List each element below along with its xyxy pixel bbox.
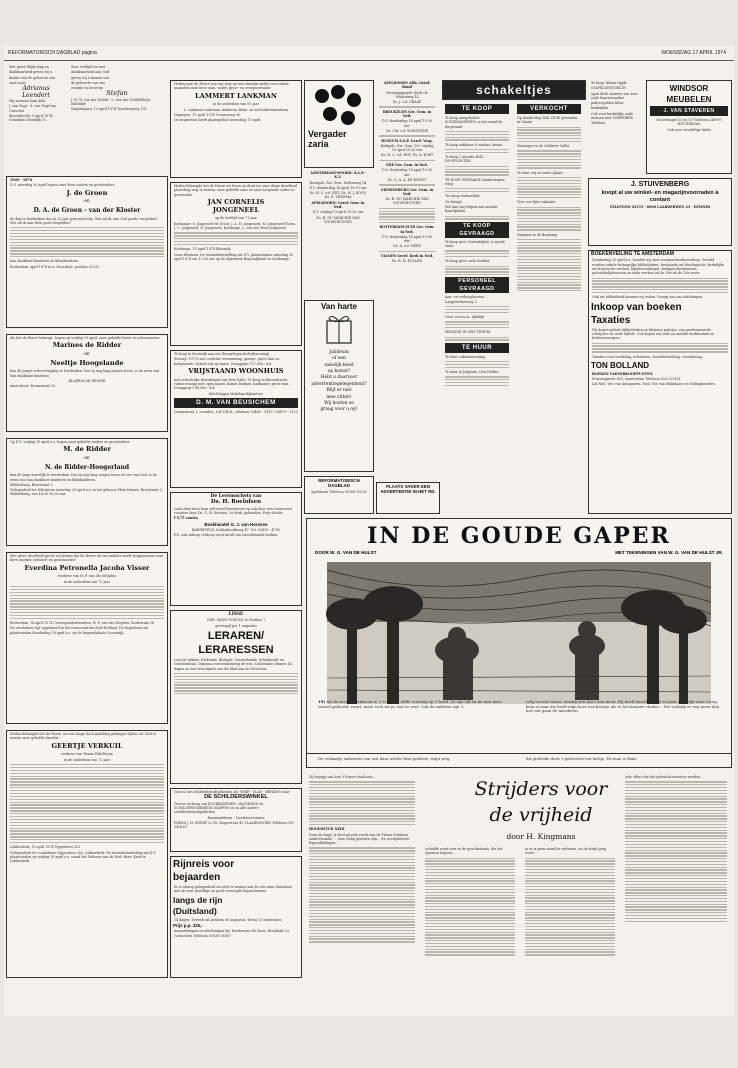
meeting-line: EDE Ger. Gem. in Ned. (386, 163, 428, 168)
ad-headline: (Duitsland) (173, 905, 217, 916)
ad-headline: VRIJSTAAND WOONHUIS (188, 366, 284, 375)
classified-item: Te huur vakantiewoning (445, 354, 486, 359)
story-illustration (307, 558, 731, 708)
caption-text: Als de zeeger verdween is, 't is zwart, doffe voetstap op 't boed. Ze zijn stil en de zien door wassel geboord, zwart, maar toch zie je, wat er was! Ook de anderen zijn 't... (318, 700, 502, 709)
notice-text: Rotterdam, april 1974 m.a. Noordzee, postbus 21032 (10, 264, 100, 269)
notice-name: Everdina Petronella Jacoba Visser (24, 563, 150, 572)
notice-text: Gelegenheid tot feliciteren zaterdag 20 april a.s. in het gebouw Eben Haezer, Breestraat 3, Middelburg, van 14.30-16.30 uur. (10, 488, 163, 497)
ad-brand: D. M. VAN BEUSICHEM (174, 398, 298, 408)
notice-text: Op D.V. vrijdag 19 april a.s. hopen onze geliefde ouders en grootouders (10, 440, 130, 444)
ad-text: Inlichtingen Makelaardijkantoor (208, 391, 264, 396)
ad-text: CHR. MAVO SCHOOL te Postbus 7 (206, 618, 266, 623)
ad-text: Taxaties voor verdeling, erfenissen, boedelscheiding, verzekering. (592, 354, 703, 359)
ad-text: Te koop in Kootwijk aan zee (bosgelegen bedrijfswoning) (174, 352, 270, 356)
ad-text: Wij kosten ze (324, 401, 354, 407)
notice-body-lines (10, 764, 164, 843)
paint-shop-ad (170, 788, 302, 852)
death-notice-verkuil (6, 730, 168, 978)
ad-text: Ook zeer voordelige tafels (667, 127, 711, 132)
serial-story-block (306, 518, 732, 768)
story-caption-right: volg en met zwaar, ernstig een door hem heen, Hij heeft baard; hij wil en gaat mogelijk weer terug, kom al naar die heeft mijn hoer een krutsje als ze het kunnen vinden... Die verhulp er nog meer dan het ooit gaan de moederen. (526, 700, 720, 714)
ad-brand: J. STUIVENBERG (630, 181, 690, 188)
notice-name: M. de Ridder (63, 445, 111, 454)
ad-text: Raamembleem - Voordeurreclame (207, 815, 265, 820)
notice-name: GEERTJE VERKUIL (51, 741, 123, 750)
notice-name: Leendert (22, 91, 50, 99)
ad-title: WINDSOR (669, 84, 709, 93)
ad-brand: REFORMATORISCH DAGBLAD (318, 478, 360, 489)
classified-item: Wie kan mij helpen aan antieke haardplaten (445, 204, 498, 214)
meeting-line: Ds. H. C. v.d. ENT, Ds. A. KORT (380, 153, 434, 158)
ad-text: P.S. ook onkoop verkoop en/of inruil van tweedehands boeken. (174, 533, 279, 538)
job-ad-leraren (170, 610, 302, 784)
notice-text: onze zoon (9, 80, 26, 85)
ad-text: Apeldoorn Telefoon 05760-15202 (311, 489, 367, 494)
van-harte-ad (304, 300, 374, 472)
notice-text: Koekange: S. Jongeneel-de Groot, J. A. H. Jongeneel, M. Jongeneel-Toom, J. C. Jongeneel, R. Jongeneel, Koekange, L. van der Veen-Jongeneel (174, 221, 296, 231)
notice-text: J. van Vugt - A. van Vugt-van Oorschot (9, 104, 57, 113)
meeting-line: Ds. J. v.d. GRAAF (392, 100, 422, 105)
notice-text: in de ouderdom van 81 jaar (212, 102, 260, 107)
page-header (4, 46, 734, 61)
notice-years: 1949 - 1974 (10, 178, 33, 182)
meeting-line: GIESSENBURG Ger. Gem. in Ned. (380, 187, 434, 196)
book-ad-roelofsen (170, 492, 302, 606)
meeting-line: Ds. Chr. v.d. WOESTIJNE (386, 128, 428, 133)
notice-text: hun 40-jarig huwelijk te herdenken. Dat zij nog lang mogen leven tot eer van God, is de wens van hun dankbare kinderen en kleinkinderen (10, 473, 157, 482)
ad-headline: LERAREN/ (207, 630, 265, 642)
serial-author: door H. Kingmans (506, 832, 576, 841)
story-caption-left (318, 700, 514, 709)
classified-section-header: TE HUUR (445, 343, 509, 353)
article-text: vele offers dat dat gebracht moesten worden... (625, 775, 704, 779)
meeting-line: Ds. B. DU MARCHIE VAN VOORTHUYSEN (316, 215, 360, 224)
article-column-1 (306, 774, 418, 1006)
ad-text: zoals deze door hem zelf werd beschreven en ook door een voorwoord voorzien door Ds. G. H. Kersten. 2e druk, gebonden. Prijs slechts (174, 506, 292, 516)
classified-item: STAPELGESTOELTE (591, 86, 626, 91)
classified-section-header: TE KOOP (445, 104, 509, 114)
article-column-2 (422, 846, 518, 1006)
notice-text: Middelburg, Breestraat 3 (10, 482, 53, 487)
notice-text: Gelegenheid tot condoleren Opperdoes 302, Lekkerkerk. De teraardebestelling zal D.V. plaatsvinden op vrijdag 19 april a.s. vanaf het Gebouw van de Ned. Herv. Kerk te Lekkerkerk. (10, 850, 157, 864)
meeting-line: APELDOORN Alth. Geref. Bond (383, 81, 431, 90)
notice-text: kennis van de geboorte van (9, 75, 56, 80)
ad-headline: LERARESSEN (198, 644, 274, 656)
notice-text: in de ouderdom van 72 jaar (63, 757, 111, 762)
meeting-line: Kerkgeb. Ger. Gem. D.V. vrijdag 19 april 19.30 uur (380, 143, 434, 153)
notice-text: hun dankbare kinderen en kleinkinderen (10, 259, 79, 264)
ad-title: De Levensschets van (210, 494, 262, 499)
meeting-line: D.V. donderdag 18 april 19.30 uur (381, 234, 433, 244)
meeting-line: Ds. B. DU MARCHIE VAN VOORTHUYSEN (385, 197, 429, 206)
classified-item: Ge brengt (445, 199, 462, 204)
classified-section-header: VERKOCHT (517, 104, 581, 114)
ad-title: Van harte (320, 302, 357, 311)
meeting-line: Ds. A. v.d. NEER (393, 244, 421, 249)
classified-item: Te huur vrij en vaste plaats (517, 170, 563, 175)
serial-article (306, 774, 730, 1006)
notice-text: BLAERIA DE RIDDER (68, 378, 106, 383)
death-notice-jongeneel (170, 182, 302, 346)
ad-brand: DE SCHILDERSWINKEL (204, 794, 268, 801)
notice-body-lines (10, 586, 164, 619)
article-text: ja er is geen moed te verliezen, en de strijd ging voort... (525, 847, 606, 856)
stuivenberg-ad (588, 178, 732, 246)
notice-name: LAMMERT LANKMAN (195, 91, 277, 100)
notice-text: D.V. zaterdag 20 april hopen onze lieve ouders en grootouders (10, 183, 115, 188)
refdag-address-box (304, 476, 374, 514)
death-notice-visser (6, 552, 168, 724)
boekenveiling-ad (588, 250, 732, 514)
ad-text: Voor al uw schilderbenodigdheden als: VERF - GLAS - BEHANG naar (174, 790, 290, 794)
meeting-line: D.V. vrijdag 19 april 19.30 uur (312, 210, 364, 215)
meeting-line: Ds. R. H. POLLEN (391, 259, 423, 264)
windsor-meubelen-ad (646, 80, 732, 174)
ad-headline: Inkoop van boeken (591, 301, 682, 313)
ad-text: BOEKEN VAKVERKOOPPUNTEN (592, 371, 653, 376)
notice-text: Heden nam de Heere van ons weg na een ernstige ziekte van enkele maanden onze lieve man, vader, groot- en overgrootvader (174, 82, 289, 91)
notice-text: en (84, 456, 90, 462)
notice-text: Amersfoort, Kromstraat 15 (10, 384, 56, 389)
ad-headline: koopt al uw winkel- en magazijnvoorraden à contant (601, 190, 719, 203)
notice-text: Heden behaagde het de Heere, na een lange doch geduldig gedragen lijden, tot Zich te nemen onze geliefde broeder (10, 732, 157, 741)
story-byline-left: DOOR W. G. VAN DE HULST (315, 550, 377, 555)
classified-section-header: TE KOOP GEVRAAGD (445, 222, 509, 238)
chapter-heading: HOOFDSTUK XXIII (309, 827, 345, 832)
ad-text: Donderdag 25 april a.s. houden wij onze voorjaarsboekenveiling. Geveild worden enkele belangrijke bibliotheken, bestaande uit theologische, kerkelijke en historische werken, bijbelvertalingen, kerkgeschiedenissen, geloofsbelijdenissen en oude werken uit de 16e tot de 18e eeuw. (592, 258, 725, 276)
gift-illustration (305, 313, 373, 349)
classified-item: Voor een fijne vakantie (517, 200, 556, 205)
notice-text: Met grote droefheid geven wij kennis dat de Heere uit ons midden heeft weggenomen onze lieve moeder, behuwd- en grootmoeder (10, 554, 164, 563)
serial-title: Strijders voor (474, 778, 608, 800)
meeting-line: Ds. H. C. v.d. ENT, Ds. H. J. KOOY, Ds. E. VENEMA (309, 191, 367, 200)
ad-text: graag voor u op! (320, 407, 358, 413)
ad-text: Jubileum (329, 349, 349, 355)
notice-text: Lekkerkerk, 13 april 1974 Opperdoes 302 (10, 845, 81, 850)
notice-text: en (84, 199, 90, 205)
ad-text: mee zitten! (326, 394, 352, 400)
ad-headline: bejaarden (173, 872, 221, 883)
notice-text: weduwe van H. P. van der Meijden (58, 574, 116, 579)
meeting-line: Ds. G. A. A. DE KNEGT (387, 177, 427, 182)
notice-text: en (84, 352, 90, 358)
vergaderzaria-header (304, 80, 374, 168)
notice-text: hun 40-jarige echtvereniging te herdenken. Dat zij nog lang mogen leven, is de wens van hun dankbare kinderen (10, 369, 160, 378)
classified-item: Aan- en verkoopbureau Langbroekerweg 3 (445, 295, 485, 304)
newspaper-page (4, 46, 734, 1016)
stacked-books-icon (305, 81, 373, 129)
ad-headline: Rijnreis voor (173, 859, 235, 870)
classified-item: Te koop zakkroos 8 wielers, keuze (445, 142, 503, 147)
notice-text: Barendrecht, 9 april 1974 Gebroken Meeldijk 11 (9, 113, 53, 123)
notice-text: Nijmegen, 13 april 1974 Vrannoweg 90 (174, 112, 241, 117)
notice-text: Met grote blijdschap en (9, 65, 49, 69)
ad-headline: Taxaties (591, 314, 631, 326)
section-title: schakeltjes (476, 83, 552, 97)
meeting-line: Kerkgeb. Ger. Gem. Molenweg 14 (309, 180, 367, 185)
ad-brand: Boekhandel G. J. van Horssen (204, 521, 268, 527)
notice-name: Stefan (106, 89, 128, 98)
ad-title: Ds. H. Roelofsen (210, 499, 262, 506)
ad-price: Prijs p.p. 325,- (173, 922, 203, 928)
ad-title: BOEKENVEILING TE AMSTERDAM (591, 251, 674, 257)
story-byline-right: MET TEKENINGEN VAN W. G. VAN DE HULST JR. (615, 550, 723, 555)
classified-item: TE KOOP GEVRAAGD kinderwagen, wieg (445, 177, 506, 186)
notice-text: De begrafenis heeft plaatsgehad woensdag 17 april. (174, 118, 262, 123)
ad-text: Er is alsnog gelegenheid om deel te nemen aan de reis naar Duitsland met de zeer gezellige en goed verzorgde bejaardenreis (174, 885, 292, 894)
real-estate-ad (170, 350, 302, 488)
notice-text: Rotterdam, 14 april 1974 Correspondentieadres: H. P. van der Meijden, Dorkstraat 26 (10, 621, 155, 626)
meeting-line: BREUKELEN Ger. Gem. in Ned. (382, 109, 432, 119)
notice-text: De overledene ligt opgebaard in het rouwcentrum Zuid-Holland. De begrafenis zal plaatsvinden donderdag 18 april a.s. op de begraafplaats Crooswijk. (10, 626, 149, 635)
caption-divider (307, 753, 731, 754)
ad-text: met schoolrijke fietsafstand van deze halte. Te koop in Barendrecht, ruime woning met open haard, kamer, keuken, badkamer, grote tuin. Vraagprijs f 98.000,- k.k. (174, 377, 290, 391)
anniversary-notice-groen (6, 176, 168, 328)
classified-item: Woningen in de Gelderse Vallei (517, 144, 570, 149)
classified-item: open dicht meneer van zeer oude kaarsenmaker (591, 91, 638, 100)
notice-text: op de leeftijd van 71 jaar (215, 216, 257, 221)
notice-text: Als het de Heere behaagt, hopen op vrijdag 19 april, onze geliefde broer en schoonzuster (10, 336, 160, 340)
meeting-list-right (376, 80, 438, 476)
ad-text: Prinsengracht 493, Amsterdam Telefoon 020-221921 (592, 377, 681, 382)
ad-text: Blijf er niet (326, 388, 352, 394)
notice-body-lines (10, 227, 164, 257)
ad-text: advertentiegelegenheid? (311, 381, 367, 387)
article-column-3 (522, 846, 618, 1006)
article-column-4 (622, 774, 730, 1006)
notice-name: D. A. de Groen - van der Kloster (33, 206, 141, 214)
article-text: Zij begrijp van hun 't Rovert stadionts... (309, 775, 376, 779)
notice-text: L. Lankman-Lakeman, kinderen, klein- en achterkleinkinderen (183, 107, 289, 112)
header-right: WOENSDAG 17 APRIL 1974 (661, 50, 726, 56)
meeting-line: VIANEN Geref. Kerk in Ned. (380, 254, 434, 259)
meeting-line: D.V. donderdag 18 april 19.30 uur (381, 168, 433, 177)
notice-name: J. de Groen (66, 188, 108, 197)
notice-text: Geen bloemen. De teraardebestelling zal D.V. plaatsvinden zaterdag 20 april 1974 om 13.00 uur op de Algemene Begraafplaats te Koekange. (174, 252, 294, 261)
notice-text: J. H. W. van der Schild - L. van der Schild-Kleijs - Mathilde (71, 97, 153, 107)
notice-text: dankbaarheid geven wij u (9, 70, 53, 75)
ad-text: Aanmeldingen en inlichtingen bij: Reisbureau De Roos, Houtkade 22, Gorinchem Telefoon 01830-28067 (174, 929, 291, 938)
meeting-line: BUSSUM S.G.P. Geref. Verg. (381, 138, 433, 143)
article-text: schuilde werd over in de geschiedenis, die het Spaanse legioen... (425, 847, 503, 856)
ad-text: zakelijk feest (324, 362, 354, 368)
church-meeting-list (304, 170, 372, 294)
classifieds-column-left (442, 102, 512, 512)
ad-text: FIRMA J. H. SNEEP & ZN. Hogestraat 43 VLAARDINGEN Telefoon 010-342628 (174, 820, 295, 830)
notice-text: in de ouderdom van 73 jaar (63, 579, 111, 584)
anniversary-notice-ridder (6, 334, 168, 432)
notice-body-lines (174, 232, 298, 245)
classified-item: kerktijden (591, 106, 609, 111)
section-title: Vergader (308, 129, 347, 139)
classified-item: Ter koop eerhoutkist (445, 194, 480, 199)
notice-text: Wageningen, 13 april 1974 Voorbergweg 101 (71, 107, 147, 112)
ad-text: gevraagd per 1 augustus (215, 623, 257, 628)
ad-text: op komst? (327, 369, 351, 375)
story-caption-bottom-right: En grolende dorn 't gebroeste-ten lachje. De man is thuis. (526, 757, 638, 761)
ad-text: Wij kopen gehele bibliotheken en kleinere partijen, van gereformeerde schrijvers en oude bijbels. Ook kopen wij oude en antieke kerkboeken en kerkvoorwerpen. (592, 327, 715, 341)
classified-item: Te koop: kleine tipple (591, 81, 627, 85)
caption-number: 19) (318, 700, 326, 704)
meeting-line: APELDOORN: Geref. Gem. in Ned. (311, 200, 365, 210)
meeting-line: D.V. donderdag 18 april 19.30 uur (381, 119, 433, 128)
story-bylines (307, 549, 731, 558)
birth-notice-stefan (68, 64, 166, 156)
classified-item: Ook voor kerkelijke oude mensen met SOEPEIERS (591, 111, 633, 121)
notice-name: Neeltje Hoogelande (50, 358, 124, 367)
schakeltjes-banner (442, 80, 586, 100)
ad-text: BARNEVELD, Kallenbroekweg 47. Tel. 03420 - 4795 (192, 528, 280, 533)
classified-item: pakvergulden kleur (591, 101, 624, 106)
article-text: Deze de hoge, je heel grootte reeds van de Prinse Soldaten ondersteunde, ... hun veilig gesloten zijn... De overgebleven legerafdelingen... (309, 832, 410, 846)
classified-item: Te koop gevr. Statenbijbel, in goede staat (445, 239, 505, 248)
notice-name: Marines de Ridder (52, 341, 122, 350)
ad-brand: LISSE (228, 612, 244, 617)
ad-text: PLAATS VAKER EEN ADVERTENTIE IN HET RD. (380, 484, 436, 495)
notice-text: de geboorte van ons (71, 80, 105, 85)
notice-text: zoontje en broertje (71, 86, 103, 91)
classified-item: Te koop gevr. oude boeken (445, 259, 490, 264)
notice-text: dankbaarheid aan God (71, 70, 109, 75)
notice-name: JONGENEEL (212, 205, 260, 214)
classified-item: Te koop 2 antieke Holl. DOOPVONTEN (445, 155, 484, 164)
notice-text: geven wij u kennis van (71, 75, 110, 80)
birth-notice-adrianus (6, 64, 66, 156)
notice-name: Adrianus (22, 85, 50, 93)
meeting-line: AMSTERDAM-NOORD: S.G.P.-K.V. (310, 171, 366, 180)
ad-headline: langs de rijn (173, 894, 223, 905)
meeting-line: ROTTERDAM-ZUID Ger. Gem. in Ned. (379, 225, 435, 234)
classifieds-column-right (514, 102, 584, 512)
rhine-trip-ad (170, 856, 302, 978)
notice-text: de dag te herdenken dat zij 25 jaar getrouwd zijn. Wat zal ik, aan God goede vergelden? Wie zal ik aan Hem goed vergelden? (10, 216, 158, 225)
meeting-line: Verenigingsgeb. Kerk vd. Veldenweg 14 (385, 90, 429, 99)
meeting-line: D.V. donderdag 18 april 19.30 uur (309, 185, 367, 190)
notice-name: N. de Ridder-Hoogerland (44, 463, 130, 471)
notice-text: Zeer verblijd en met (71, 65, 106, 69)
serial-title: de vrijheid (489, 804, 593, 826)
notice-text: Heden behaagde het de Heere uit leven en dood tot onze diepe droefheid plotseling weg te nemen, onze geliefde man en onze zorgzame vader en grootvader (174, 184, 298, 197)
ad-body-lines (174, 673, 298, 695)
notice-text: Wij noemen hem Adri. (9, 99, 47, 103)
ad-text: (bouwjr. 1971) met centrale verwarming, garage, grote tuin en bergruimte. Geheel vrij op naam. Vraagprijs f 57.000,- k.k. (174, 357, 280, 366)
ad-text: voor de vakken Wiskunde, Biologie, Natuurkunde, Scheikunde en Geschiedenis. Diploma overeenkomstig de wet. Sollicitaties binnen 14 dagen na het verschijnen van dit blad aan de Directeur. (174, 658, 292, 671)
classified-item: Gevr. voor n.m. tijdelijk (445, 314, 485, 319)
classified-item: Telefoon (591, 121, 606, 126)
ad-text: Noordsingel 51 en 55 Telefoon 240999 ROTTERDAM (656, 118, 722, 127)
story-caption-bottom-left: De verkaatje onbewust van wat daar achter hem gebeurt, stapt weg. (318, 757, 451, 761)
ad-brand: J. VAN STAVEREN (650, 106, 728, 116)
classified-item: Vakantie in de Boskamp (517, 232, 558, 237)
section-title: zaria (308, 139, 329, 149)
ad-text: 14 dagen. Vertrek uit Arnhem 30 augustus. Terug 13 september. (174, 917, 282, 922)
classified-item: WELKOM IN ONS TEHUIS (445, 330, 491, 335)
ad-brand: TON BOLLAND (591, 360, 650, 370)
story-title: IN DE GOUDE GAPER (367, 523, 671, 549)
notice-text: Koekange, 15 april 1974 Blenwijk (174, 247, 231, 252)
ad-price: f 9,75 contra (174, 516, 198, 521)
death-notice-lankman (170, 80, 302, 178)
notice-text: weduwe van Teunis Eikelboom (61, 752, 113, 757)
ad-text: Lid Ned. Ver. van Antiquaren. Ned. Ver. van Makelaars en Veilinghouders. (592, 382, 716, 387)
anniversary-notice-ridder-hoogerland (6, 438, 168, 546)
ad-text: TELEFOON 02155 - 6000 LAARDERWEG 23 - EEMNES (609, 205, 711, 209)
classified-item: Te koop aangeboden SCHIEDAMSWEG, in het vanaf de dorpsrand (445, 116, 503, 129)
header-left: REFORMATORISCH DAGBLAD pagina (8, 50, 97, 56)
ad-text: of een (332, 356, 346, 362)
notice-name: JAN CORNELIS (207, 197, 265, 206)
ad-text: Dorpsstraat 1, Leusden, Lid N.B.M., telefoon 03440 - 1419 / 58879 - 2135 (174, 409, 298, 414)
ad-text: Hebt u daarvoor (320, 375, 358, 381)
classified-item: Op donderdag VAR. HUIS gevonden in Dinant (517, 116, 578, 125)
ad-title: MEUBELEN (666, 95, 712, 104)
small-classified-right (588, 80, 644, 172)
plaats-advertentie-box (376, 482, 440, 514)
ad-text: Ook uw bibliotheek kunnen wij veilen. Vraagt ons om inlichtingen. (592, 295, 704, 300)
classified-item: Te huur in Jaagtuin, Den Helder (445, 369, 499, 374)
ad-text: Tevens verkoop van KLOKBAZEMEN, MACHINES en SCHILDERSGEREEDSCHAPPEN en in alle andere schildersbenodigdheden (174, 801, 264, 815)
classified-section-header: PERSONEEL GEVRAAGD (445, 277, 509, 293)
